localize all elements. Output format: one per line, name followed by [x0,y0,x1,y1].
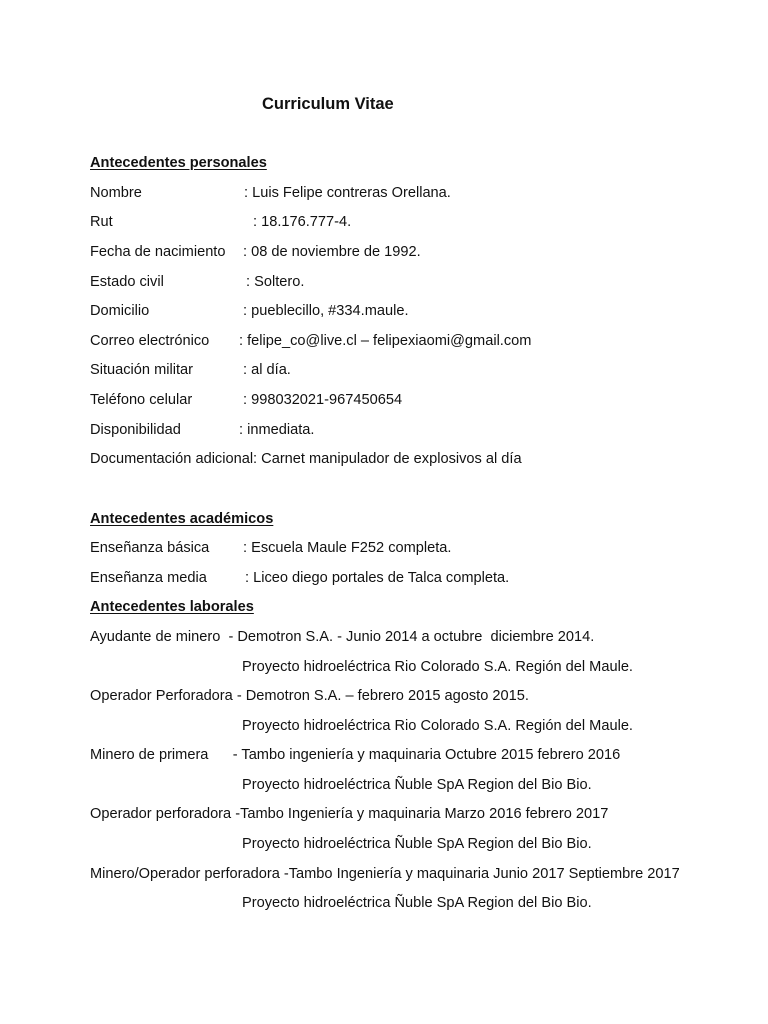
work-heading: Antecedentes laborales [90,599,254,615]
personal-heading: Antecedentes personales [90,155,267,171]
work-entry-3-project: Proyecto hidroeléctrica Ñuble SpA Region del Bio Bio. [242,777,592,793]
personal-value-email: : felipe_co@live.cl – felipexiaomi@gmail.com [239,333,532,349]
personal-value-address: : pueblecillo, #334.maule. [243,303,409,319]
academic-heading: Antecedentes académicos [90,511,274,527]
work-entry-3-role: Minero de primera - Tambo ingeniería y maquinaria Octubre 2015 febrero 2016 [90,747,621,763]
personal-value-civil-status: : Soltero. [246,274,305,290]
personal-label-nombre: Nombre [90,185,142,201]
personal-label-availability: Disponibilidad [90,422,181,438]
academic-label-basic: Enseñanza básica [90,540,210,556]
work-entry-5-project: Proyecto hidroeléctrica Ñuble SpA Region del Bio Bio. [242,895,592,911]
work-entry-1-role: Ayudante de minero - Demotron S.A. - Junio 2014 a octubre diciembre 2014. [90,629,595,645]
work-entry-4-role: Operador perforadora -Tambo Ingeniería y maquinaria Marzo 2016 febrero 2017 [90,806,609,822]
personal-label-address: Domicilio [90,303,150,319]
personal-label-military: Situación militar [90,362,194,378]
personal-label-email: Correo electrónico [90,333,210,349]
personal-value-phone: : 998032021-967450654 [243,392,403,408]
personal-label-rut: Rut [90,214,113,230]
academic-label-secondary: Enseñanza media [90,570,207,586]
academic-value-basic: : Escuela Maule F252 completa. [243,540,452,556]
work-entry-1-project: Proyecto hidroeléctrica Rio Colorado S.A. Región del Maule. [242,659,633,675]
work-entry-4-project: Proyecto hidroeléctrica Ñuble SpA Region del Bio Bio. [242,836,592,852]
academic-value-secondary: : Liceo diego portales de Talca completa. [245,570,510,586]
personal-value-rut: : 18.176.777-4. [253,214,352,230]
personal-label-civil-status: Estado civil [90,274,164,290]
personal-value-nombre: : Luis Felipe contreras Orellana. [244,185,451,201]
personal-label-phone: Teléfono celular [90,392,193,408]
work-entry-2-role: Operador Perforadora - Demotron S.A. – febrero 2015 agosto 2015. [90,688,529,704]
work-entry-2-project: Proyecto hidroeléctrica Rio Colorado S.A. Región del Maule. [242,718,633,734]
work-entry-5-role: Minero/Operador perforadora -Tambo Ingeniería y maquinaria Junio 2017 Septiembre 2017 [90,866,680,882]
document-title: Curriculum Vitae [262,95,394,113]
personal-extra-documentation: Documentación adicional: Carnet manipulador de explosivos al día [90,451,522,467]
personal-value-military: : al día. [243,362,291,378]
personal-label-birthdate: Fecha de nacimiento [90,244,226,260]
personal-value-birthdate: : 08 de noviembre de 1992. [243,244,421,260]
personal-value-availability: : inmediata. [239,422,315,438]
